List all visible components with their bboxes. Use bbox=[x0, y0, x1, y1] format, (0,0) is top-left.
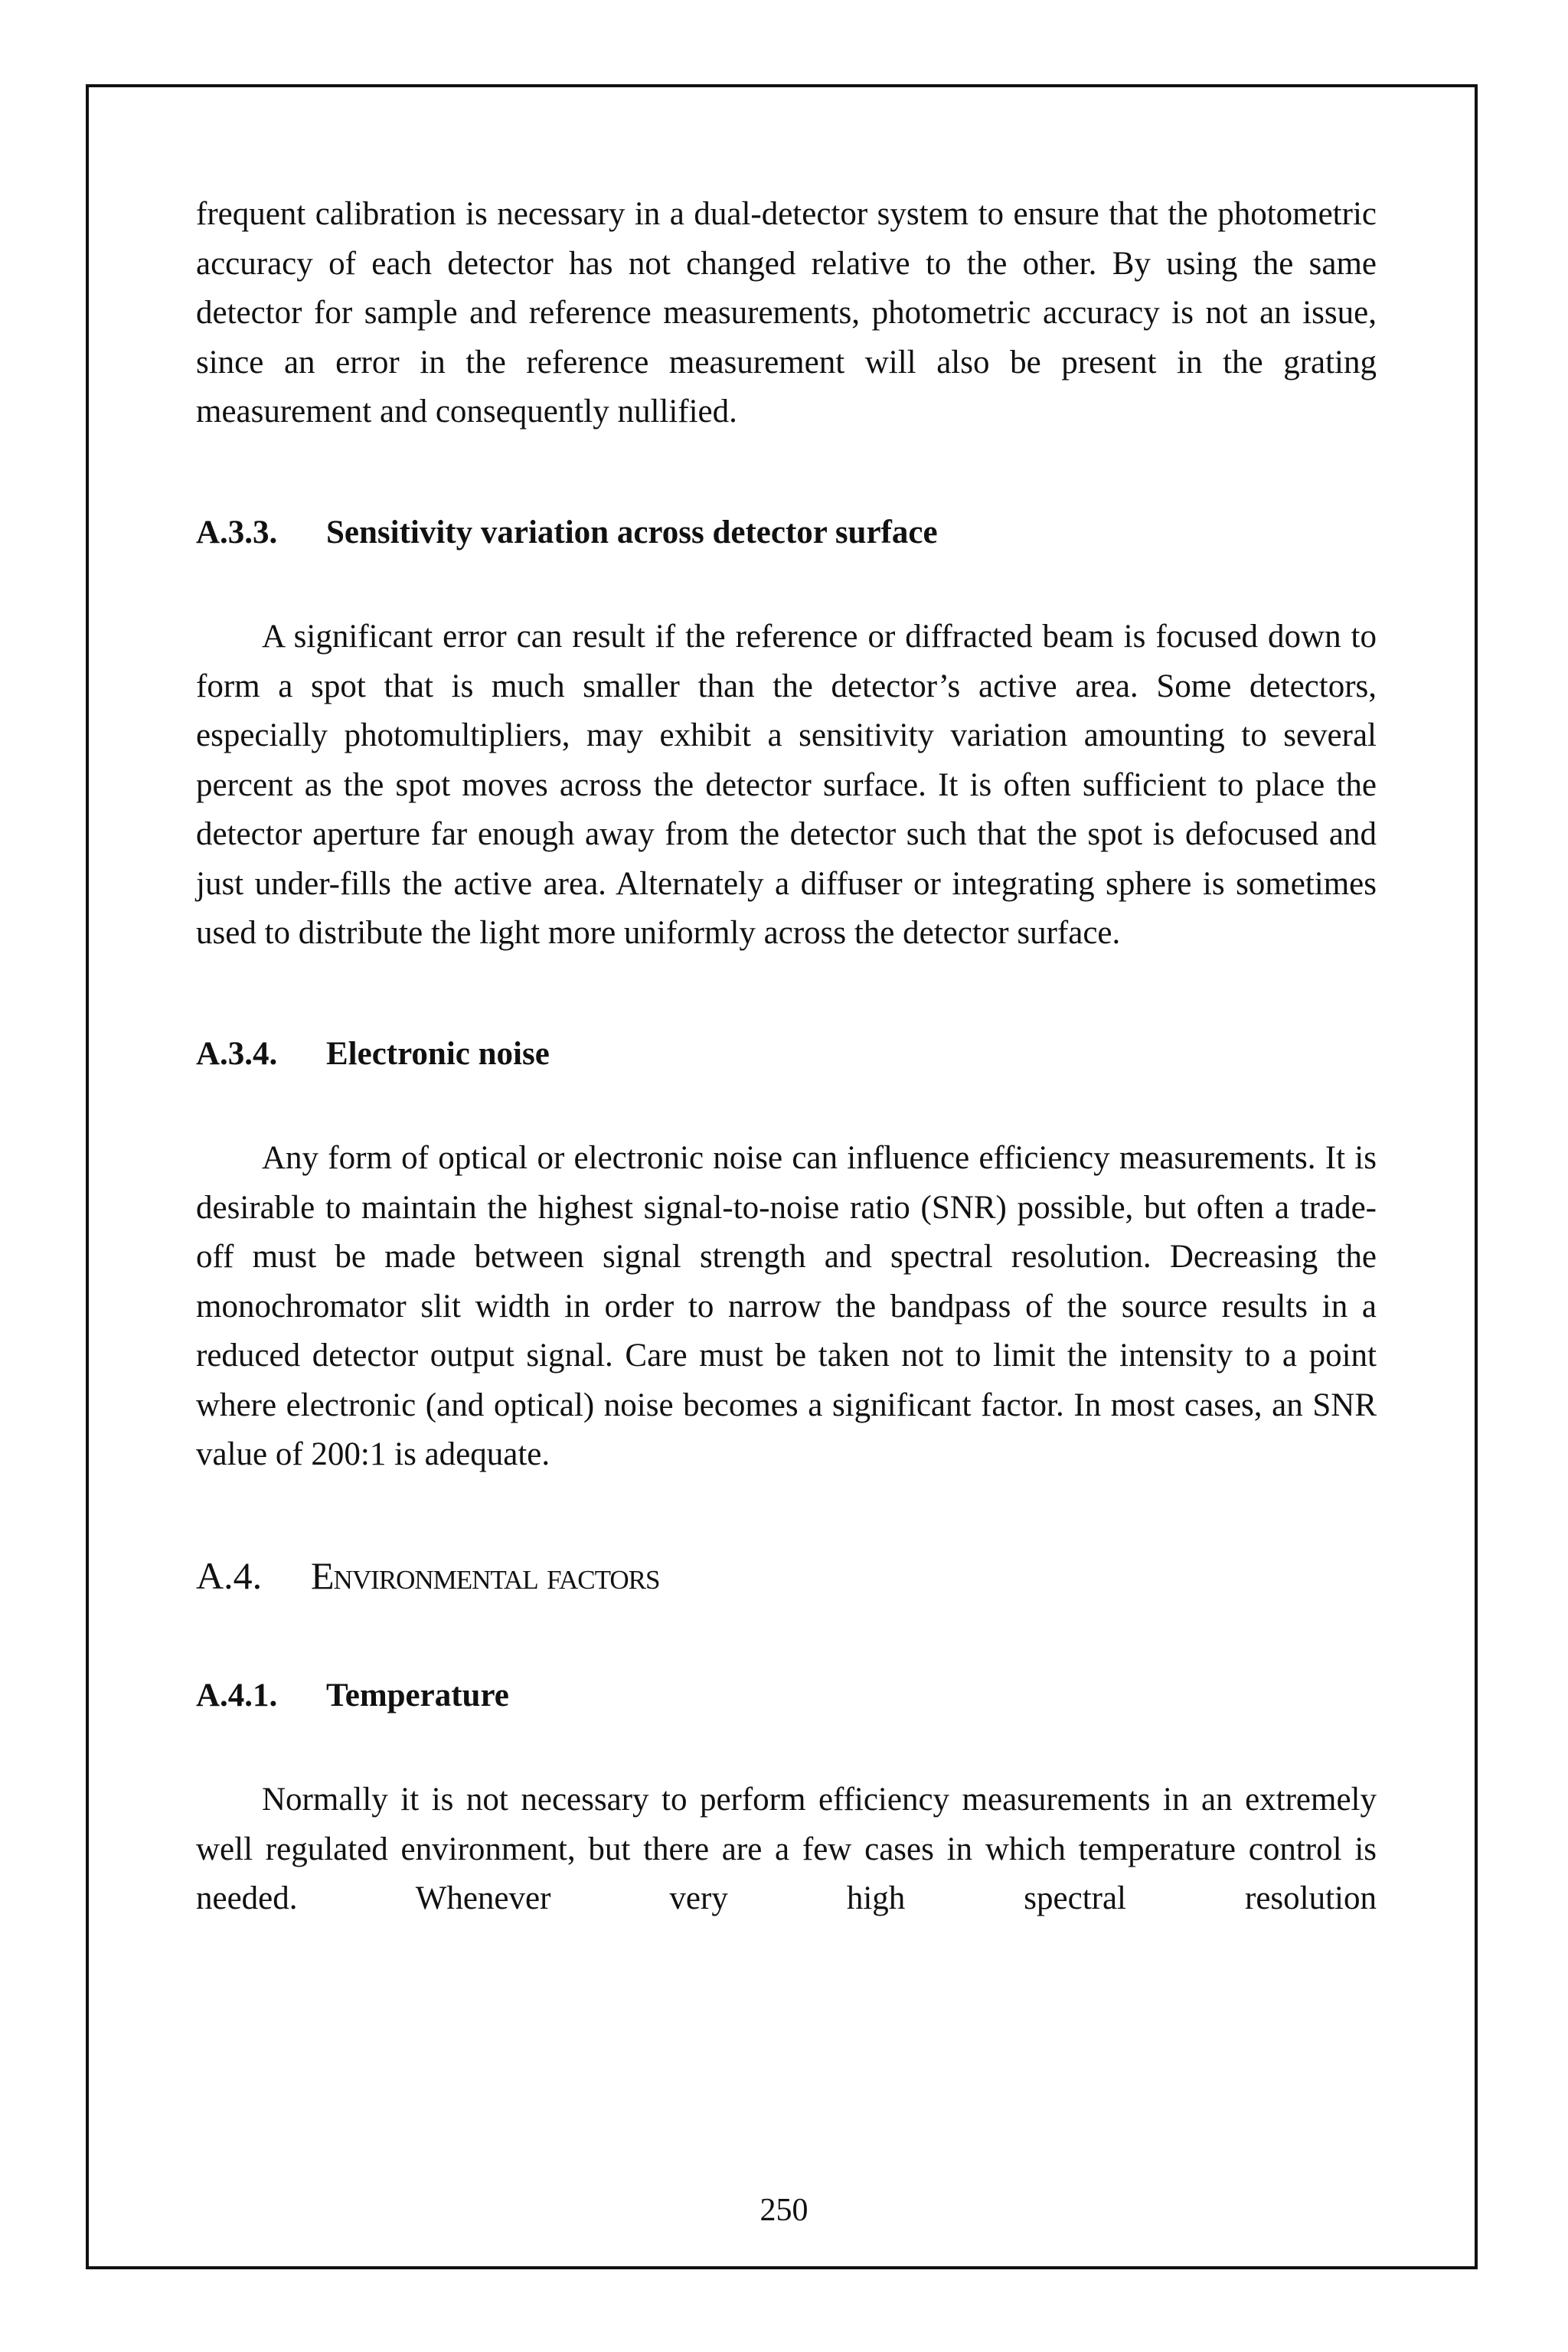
heading-a-3-3-title: Sensitivity variation across detector surface bbox=[326, 514, 938, 550]
paragraph-sensitivity: A significant error can result if the reference or diffracted beam is focused down to form a spot that is much smaller than the detector’s active area. Some detectors, especially photomultipliers, may exhibit a sensitivity variation amounting to several percent as the spot moves across the detector surface. It is often sufficient to place the detector aperture far enough away from the detector such that the spot is defocused and just under-fills the active area. Alternately a diffuser or integrating sphere is sometimes used to distribute the light more uniformly across the detector surface. bbox=[196, 619, 1377, 951]
heading-a-3-4-title: Electronic noise bbox=[326, 1035, 550, 1072]
page-number: 250 bbox=[760, 2193, 808, 2228]
heading-a-4-title: Environmental factors bbox=[311, 1553, 660, 1597]
paragraph-noise: Any form of optical or electronic noise can influence efficiency measurements. It is desirable to maintain the highest signal-to-noise ratio (SNR) possible, but often a trade-off must be made between signal strength and spectral resolution. Decreasing the monochromator slit width in order to narrow the bandpass of the source results in a reduced detector output signal. Care must be taken not to limit the intensity to a point where electronic (and optical) noise becomes a significant factor. In most cases, an SNR value of 200:1 is adequate. bbox=[196, 1140, 1377, 1472]
heading-a-3-3 bbox=[196, 508, 1377, 558]
paragraph-temperature: Normally it is not necessary to perform efficiency measurements in an extremely well regulated environment, but there are a few cases in which temperature control is needed. Whenever very high spectral resolution bbox=[196, 1782, 1377, 1916]
paragraph-intro: frequent calibration is necessary in a dual-detector system to ensure that the photometric accuracy of each detector has not changed relative to the other. By using the same detector for sample and reference measurements, photometric accuracy is not an issue, since an error in the reference measurement will also be present in the grating measurement and consequently nullified. bbox=[196, 196, 1377, 430]
heading-a-3-4-number: A.3.4. bbox=[196, 1035, 278, 1072]
heading-a-4 bbox=[196, 1549, 1377, 1602]
page-content bbox=[196, 190, 1377, 1924]
heading-a-3-4 bbox=[196, 1030, 1377, 1080]
heading-a-4-1-number: A.4.1. bbox=[196, 1677, 278, 1713]
heading-a-3-3-number: A.3.3. bbox=[196, 514, 278, 550]
heading-a-4-1-title: Temperature bbox=[326, 1677, 509, 1713]
heading-a-4-1 bbox=[196, 1671, 1377, 1721]
heading-a-4-number: A.4. bbox=[196, 1553, 263, 1597]
